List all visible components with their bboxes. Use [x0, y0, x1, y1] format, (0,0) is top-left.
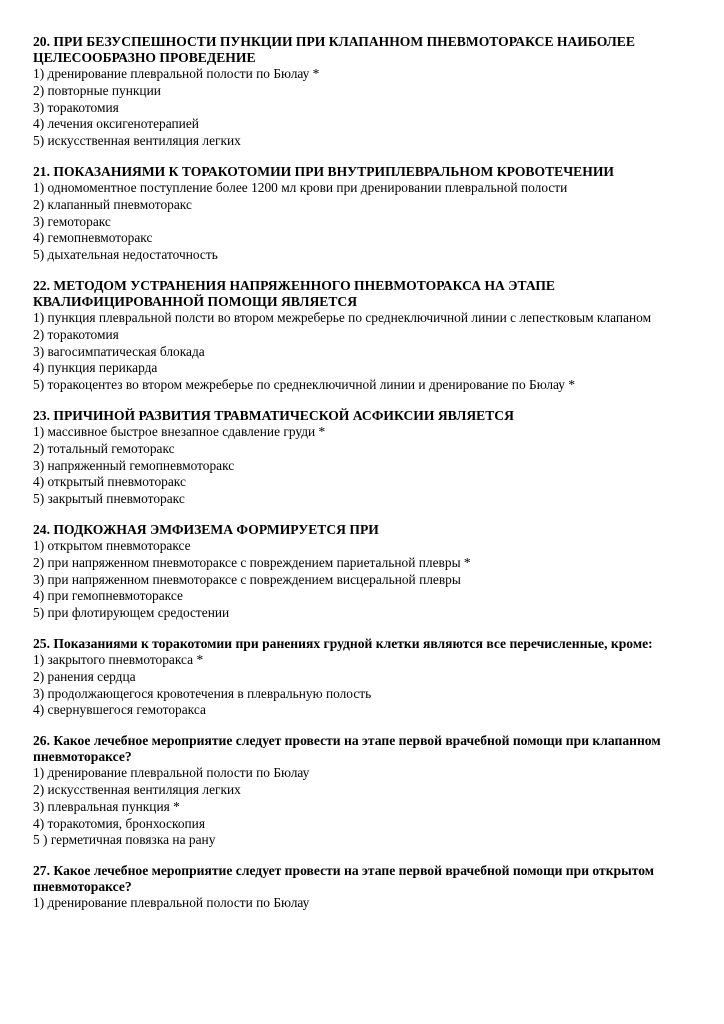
answer-list	[33, 765, 698, 849]
document-page	[33, 34, 698, 926]
answer-option: 4) торакотомия, бронхоскопия	[33, 815, 206, 831]
question-block	[33, 278, 698, 394]
answer-option: 2) клапанный пневмоторакс	[33, 196, 192, 212]
question-title: 26. Какое лечебное мероприятие следует провести на этапе первой врачебной помощи при клапанном пневмотораксе?	[33, 733, 661, 765]
answer-option: 5) торакоцентез во втором межреберье по среднеключичной линии и дренирование по Бюлау *	[33, 377, 576, 393]
answer-list	[33, 895, 698, 912]
answer-option: 5) закрытый пневмоторакс	[33, 491, 185, 507]
question-block	[33, 34, 698, 150]
answer-option: 3) гемоторакс	[33, 213, 111, 229]
answer-option: 2) торакотомия	[33, 326, 119, 342]
answer-option: 2) ранения сердца	[33, 668, 136, 684]
answer-list	[33, 180, 698, 264]
answer-option: 3) продолжающегося кровотечения в плевральную полость	[33, 685, 372, 701]
answer-option: 5) дыхательная недостаточность	[33, 247, 218, 263]
question-block	[33, 733, 698, 849]
question-title: 27. Какое лечебное мероприятие следует провести на этапе первой врачебной помощи при открытом пневмотораксе?	[33, 863, 655, 895]
question-block	[33, 636, 698, 719]
answer-option: 1) одномоментное поступление более 1200 мл крови при дренировании плевральной полости	[33, 179, 568, 195]
question-block	[33, 408, 698, 508]
question-title: 21. ПОКАЗАНИЯМИ К ТОРАКОТОМИИ ПРИ ВНУТРИПЛЕВРАЛЬНОМ КРОВОТЕЧЕНИИ	[33, 163, 614, 179]
answer-list	[33, 66, 698, 150]
answer-option: 3) вагосимпатическая блокада	[33, 343, 205, 359]
answer-option: 3) напряженный гемопневмоторакс	[33, 457, 235, 473]
answer-option: 4) гемопневмоторакс	[33, 230, 153, 246]
answer-option: 2) при напряженном пневмотораксе с повреждением париетальной плевры *	[33, 554, 471, 570]
question-block	[33, 164, 698, 264]
answer-option: 4) лечения оксигенотерапией	[33, 116, 199, 132]
answer-option: 3) торакотомия	[33, 99, 119, 115]
answer-option: 1) дренирование плевральной полости по Бюлау	[33, 765, 310, 781]
question-title: 25. Показаниями к торакотомии при ранениях грудной клетки являются все перечисленные, кроме:	[33, 635, 653, 651]
question-title: 22. МЕТОДОМ УСТРАНЕНИЯ НАПРЯЖЕННОГО ПНЕВМОТОРАКСА НА ЭТАПЕ КВАЛИФИЦИРОВАННОЙ ПОМОЩИ ЯВЛЯЕТСЯ	[33, 277, 555, 309]
answer-option: 2) повторные пункции	[33, 82, 161, 98]
answer-option: 4) свернувшегося гемоторакса	[33, 702, 206, 718]
answer-option: 2) искусственная вентиляция легких	[33, 781, 241, 797]
answer-option: 5 ) герметичная повязка на рану	[33, 832, 216, 848]
question-title: 24. ПОДКОЖНАЯ ЭМФИЗЕМА ФОРМИРУЕТСЯ ПРИ	[33, 521, 379, 537]
answer-option: 1) открытом пневмотораксе	[33, 537, 191, 553]
answer-option: 4) открытый пневмоторакс	[33, 474, 186, 490]
answer-list	[33, 652, 698, 719]
answer-option: 5) искусственная вентиляция легких	[33, 133, 241, 149]
answer-option: 1) закрытого пневмоторакса *	[33, 651, 204, 667]
question-title: 20. ПРИ БЕЗУСПЕШНОСТИ ПУНКЦИИ ПРИ КЛАПАННОМ ПНЕВМОТОРАКСЕ НАИБОЛЕЕ ЦЕЛЕСООБРАЗНО ПРОВЕДЕНИЕ	[33, 34, 635, 65]
answer-list	[33, 424, 698, 508]
answer-option: 1) дренирование плевральной полости по Бюлау *	[33, 66, 320, 81]
answer-option: 1) пункция плевральной полсти во втором межреберье по среднеключичной линии с лепестковым клапаном	[33, 309, 652, 325]
question-block	[33, 522, 698, 622]
question-title: 23. ПРИЧИНОЙ РАЗВИТИЯ ТРАВМАТИЧЕСКОЙ АСФИКСИИ ЯВЛЯЕТСЯ	[33, 407, 514, 423]
answer-list	[33, 310, 698, 394]
answer-option: 4) пункция перикарда	[33, 360, 158, 376]
answer-option: 3) плевральная пункция *	[33, 798, 180, 814]
answer-option: 1) массивное быстрое внезапное сдавление груди *	[33, 423, 326, 439]
answer-option: 3) при напряженном пневмотораксе с повреждением висцеральной плевры	[33, 571, 461, 587]
answer-option: 1) дренирование плевральной полости по Бюлау	[33, 895, 310, 911]
answer-option: 5) при флотирующем средостении	[33, 605, 230, 621]
answer-list	[33, 538, 698, 622]
answer-option: 4) при гемопневмотораксе	[33, 588, 183, 604]
question-block	[33, 863, 698, 912]
answer-option: 2) тотальный гемоторакс	[33, 440, 175, 456]
